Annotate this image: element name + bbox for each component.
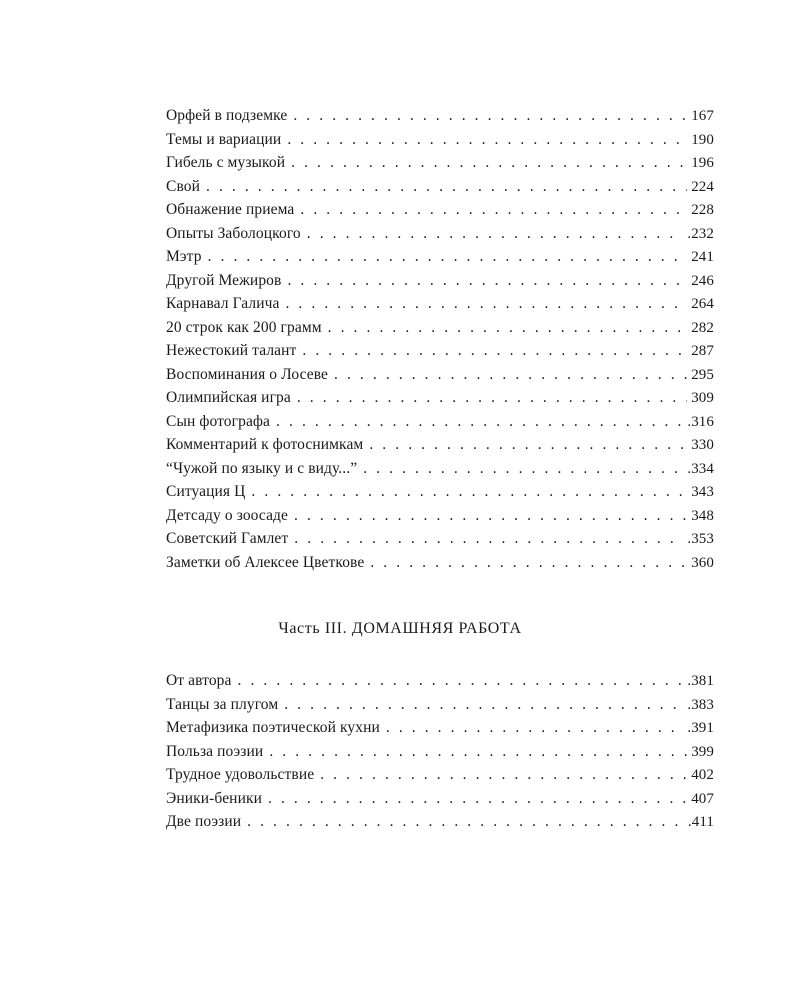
toc-entry[interactable] [166, 222, 714, 246]
toc-entry-title: От автора [166, 672, 232, 689]
toc-entry[interactable] [166, 386, 714, 410]
toc-entry[interactable] [166, 339, 714, 363]
dot-leader [285, 292, 687, 316]
dot-leader [269, 740, 687, 764]
toc-entry[interactable] [166, 527, 714, 551]
toc-entry-page: 241 [691, 249, 714, 265]
toc-entry-page: 360 [691, 554, 714, 571]
table-of-contents-part-3 [166, 669, 714, 834]
toc-entry[interactable] [166, 128, 714, 152]
dot-leader [291, 151, 687, 175]
toc-entry[interactable] [166, 504, 714, 528]
dot-leader [293, 104, 687, 128]
dot-leader [208, 245, 688, 269]
toc-entry[interactable] [166, 810, 714, 834]
toc-entry-title: Метафизика поэтической кухни [166, 719, 380, 736]
dot-leader [334, 363, 687, 387]
toc-entry-page: 224 [691, 178, 714, 195]
toc-entry[interactable] [166, 551, 714, 575]
toc-entry-title: “Чужой по языку и с виду...” [166, 459, 358, 477]
toc-entry[interactable] [166, 693, 714, 717]
part-heading: Часть III. ДОМАШНЯЯ РАБОТА [278, 620, 522, 637]
dot-leader [363, 457, 683, 481]
toc-entry-title: Польза поэзии [166, 742, 264, 760]
toc-entry-title: Воспоминания о Лосеве [166, 365, 329, 383]
toc-entry[interactable] [166, 716, 714, 740]
toc-entry-title: Свой [166, 177, 200, 195]
toc-entry[interactable] [166, 410, 714, 434]
dot-leader [297, 386, 687, 410]
toc-entry-title: Трудное удовольствие [166, 766, 315, 783]
toc-entry-page: 407 [691, 790, 714, 807]
toc-entry[interactable] [166, 457, 714, 481]
toc-entry[interactable] [166, 669, 714, 693]
dot-leader [294, 504, 687, 528]
toc-entry-title: Карнавал Галича [166, 295, 280, 312]
dot-leader [328, 316, 688, 340]
dot-leader [251, 480, 687, 504]
dot-leader [284, 693, 683, 717]
dot-leader [276, 410, 683, 434]
toc-entry-page: 295 [691, 366, 714, 383]
toc-entry-title: Опыты Заболоцкого [166, 224, 301, 242]
toc-entry-page: .381 [687, 673, 714, 689]
toc-entry-title: 20 строк как 200 грамм [166, 318, 322, 336]
toc-entry-page: 343 [691, 484, 714, 500]
toc-entry-page: .334 [687, 460, 714, 477]
dot-leader [386, 716, 683, 740]
toc-entry-page: 246 [691, 272, 714, 289]
toc-entry-title: Гибель с музыкой [166, 154, 286, 171]
dot-leader [287, 269, 687, 293]
toc-entry[interactable] [166, 480, 714, 504]
toc-entry-title: Две поэзии [166, 813, 242, 830]
table-of-contents-part-2 [166, 104, 714, 574]
toc-entry-title: Мэтр [166, 248, 202, 265]
toc-entry-title: Заметки об Алексее Цветкове [166, 553, 365, 571]
toc-entry[interactable] [166, 433, 714, 457]
toc-entry-title: Обнажение приема [166, 201, 295, 218]
toc-entry[interactable] [166, 316, 714, 340]
dot-leader [294, 527, 683, 551]
toc-entry[interactable] [166, 292, 714, 316]
toc-entry-page: .383 [687, 696, 714, 713]
toc-entry-page: .316 [687, 413, 714, 430]
toc-entry-title: Ситуация Ц [166, 483, 246, 500]
toc-entry-title: Детсаду о зоосаде [166, 506, 289, 524]
toc-entry-title: Советский Гамлет [166, 530, 289, 547]
toc-entry-page: 196 [691, 155, 714, 171]
toc-entry-page: 282 [691, 319, 714, 336]
dot-leader [268, 787, 687, 811]
toc-entry-page: 402 [691, 767, 714, 783]
toc-entry-page: 287 [691, 343, 714, 359]
toc-entry-page: .232 [687, 225, 714, 242]
toc-entry[interactable] [166, 363, 714, 387]
dot-leader [238, 669, 684, 693]
toc-entry-page: .353 [687, 531, 714, 547]
toc-entry[interactable] [166, 245, 714, 269]
toc-entry-page: 264 [691, 296, 714, 312]
dot-leader [206, 175, 687, 199]
dot-leader [370, 551, 687, 575]
toc-entry-page: .391 [687, 720, 714, 736]
toc-entry[interactable] [166, 787, 714, 811]
toc-entry[interactable] [166, 198, 714, 222]
dot-leader [247, 810, 684, 834]
toc-entry-title: Эники-беники [166, 789, 262, 807]
toc-entry-page: .411 [687, 814, 714, 830]
toc-entry[interactable] [166, 740, 714, 764]
toc-entry-page: 309 [691, 390, 714, 406]
toc-entry-title: Темы и вариации [166, 130, 282, 148]
toc-entry[interactable] [166, 104, 714, 128]
toc-entry-title: Комментарий к фотоснимкам [166, 436, 364, 453]
toc-entry-page: 167 [691, 108, 714, 124]
dot-leader [300, 198, 687, 222]
toc-entry-page: 348 [691, 507, 714, 524]
toc-entry[interactable] [166, 151, 714, 175]
dot-leader [302, 339, 687, 363]
toc-entry-title: Нежестокий талант [166, 342, 297, 359]
toc-entry-title: Сын фотографа [166, 412, 271, 430]
toc-entry[interactable] [166, 763, 714, 787]
toc-entry-page: 330 [691, 437, 714, 453]
dot-leader [307, 222, 684, 246]
toc-entry-page: 228 [691, 202, 714, 218]
dot-leader [369, 433, 687, 457]
toc-entry-title: Танцы за плугом [166, 695, 279, 713]
toc-entry-title: Орфей в подземке [166, 107, 288, 124]
toc-entry-page: 190 [691, 131, 714, 148]
toc-entry-title: Олимпийская игра [166, 389, 291, 406]
toc-entry[interactable] [166, 175, 714, 199]
dot-leader [287, 128, 687, 152]
dot-leader [320, 763, 687, 787]
toc-entry-page: 399 [691, 743, 714, 760]
toc-entry-title: Другой Межиров [166, 271, 282, 289]
toc-entry[interactable] [166, 269, 714, 293]
